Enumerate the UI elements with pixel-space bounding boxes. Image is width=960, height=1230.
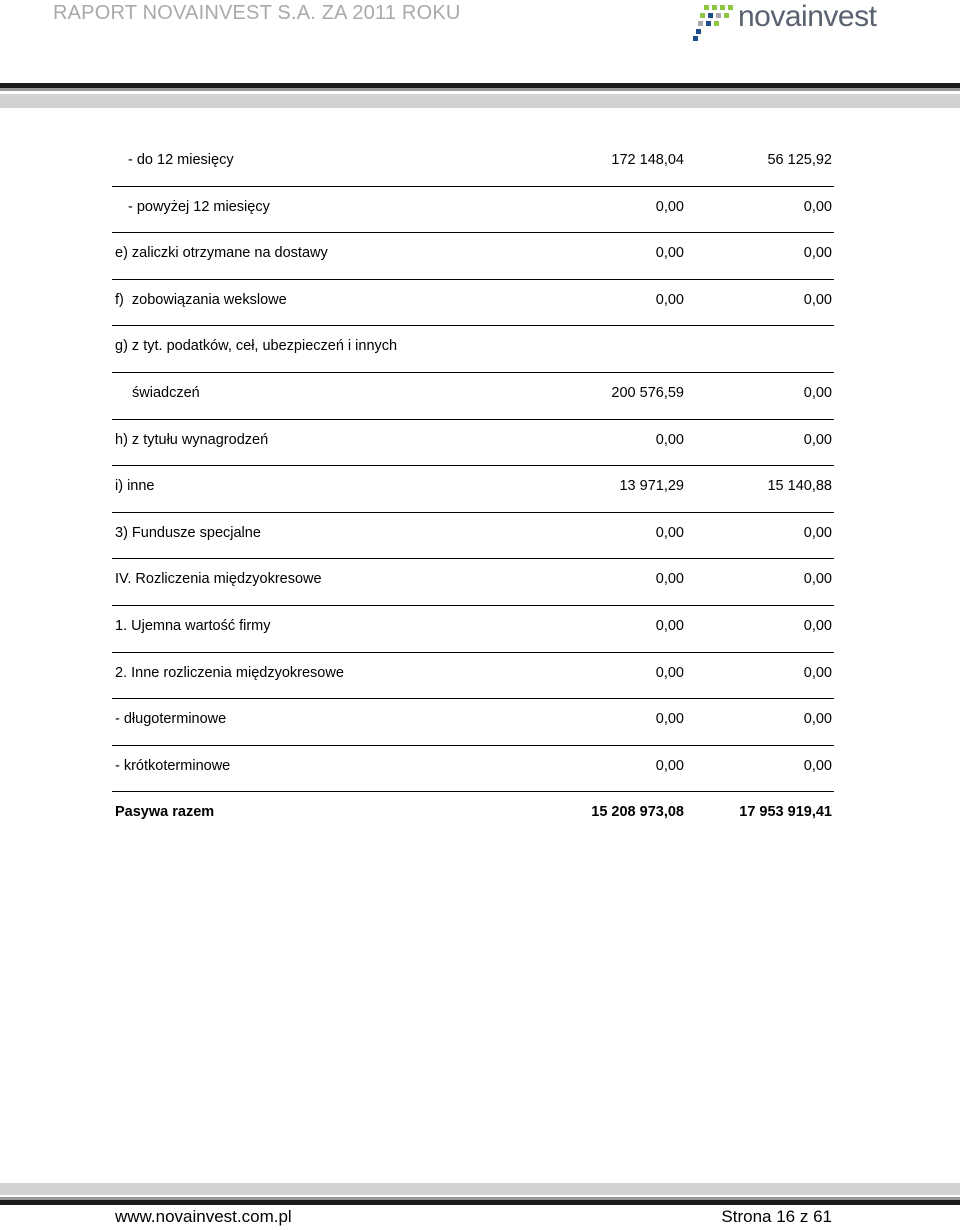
row-value-previous: 15 140,88 [767,478,832,495]
row-value-current: 0,00 [655,757,684,774]
row-value-previous: 0,00 [803,524,832,541]
novainvest-logo [690,2,900,42]
table-row [112,187,834,234]
footer-url: www.novainvest.com.pl [115,1207,292,1226]
row-label: h) z tytułu wynagrodzeń [115,431,269,448]
row-value-current: 200 576,59 [611,384,684,401]
row-label: i) inne [115,478,155,495]
table-row [112,326,834,373]
row-label: świadczeń [132,384,200,401]
row-value-current: 0,00 [655,571,684,588]
logo-wordmark: novainvest [738,0,877,33]
total-value-current: 15 208 973,08 [591,804,684,821]
row-value-current: 0,00 [655,524,684,541]
row-value-previous: 56 125,92 [767,152,832,168]
table-row [112,606,834,653]
row-label: - długoterminowe [115,711,227,728]
row-label: g) z tyt. podatków, ceł, ubezpieczeń i innych [115,338,398,355]
row-label: 1. Ujemna wartość firmy [115,617,271,634]
row-label: f) zobowiązania wekslowe [115,291,287,308]
table-row [112,466,834,513]
table-row [112,746,834,793]
row-label: IV. Rozliczenia międzyokresowe [115,571,322,588]
report-title: RAPORT NOVAINVEST S.A. ZA 2011 ROKU [53,2,461,24]
row-label: - do 12 miesięcy [128,152,234,168]
table-row [112,233,834,280]
row-value-current: 0,00 [655,431,684,448]
row-value-previous: 0,00 [803,431,832,448]
header-rule-light [0,94,960,108]
table-row [112,140,834,187]
dot-grid-logo-icon [690,2,736,42]
table-row [112,513,834,560]
row-value-previous: 0,00 [803,291,832,308]
row-value-previous: 0,00 [803,384,832,401]
footer-rule-dark [0,1200,960,1205]
table-row [112,699,834,746]
total-label: Pasywa razem [115,804,215,821]
row-value-previous: 0,00 [803,757,832,774]
table-row [112,373,834,420]
row-value-current: 0,00 [655,198,684,215]
row-value-current: 0,00 [655,664,684,681]
table-row [112,280,834,327]
row-value-previous: 0,00 [803,617,832,634]
row-value-previous: 0,00 [803,198,832,215]
table-row [112,653,834,700]
row-value-current: 0,00 [655,291,684,308]
row-label: 3) Fundusze specjalne [115,524,261,541]
row-value-previous: 0,00 [803,711,832,728]
total-value-previous: 17 953 919,41 [739,804,832,821]
row-label: 2. Inne rozliczenia międzyokresowe [115,664,344,681]
row-value-current: 0,00 [655,711,684,728]
table-row [112,559,834,606]
row-label: - powyżej 12 miesięcy [128,198,270,215]
liabilities-table [112,140,834,839]
header-rule-grey [0,88,960,91]
row-label: e) zaliczki otrzymane na dostawy [115,245,328,262]
footer-rule-light [0,1183,960,1195]
row-value-current: 172 148,04 [611,152,684,168]
table-row [112,420,834,467]
row-value-previous: 0,00 [803,245,832,262]
row-value-current: 13 971,29 [619,478,684,495]
row-value-previous: 0,00 [803,571,832,588]
page-number: Strona 16 z 61 [721,1207,832,1226]
row-label: - krótkoterminowe [115,757,231,774]
row-value-current: 0,00 [655,617,684,634]
row-value-previous: 0,00 [803,664,832,681]
row-value-current: 0,00 [655,245,684,262]
total-row [112,792,834,839]
